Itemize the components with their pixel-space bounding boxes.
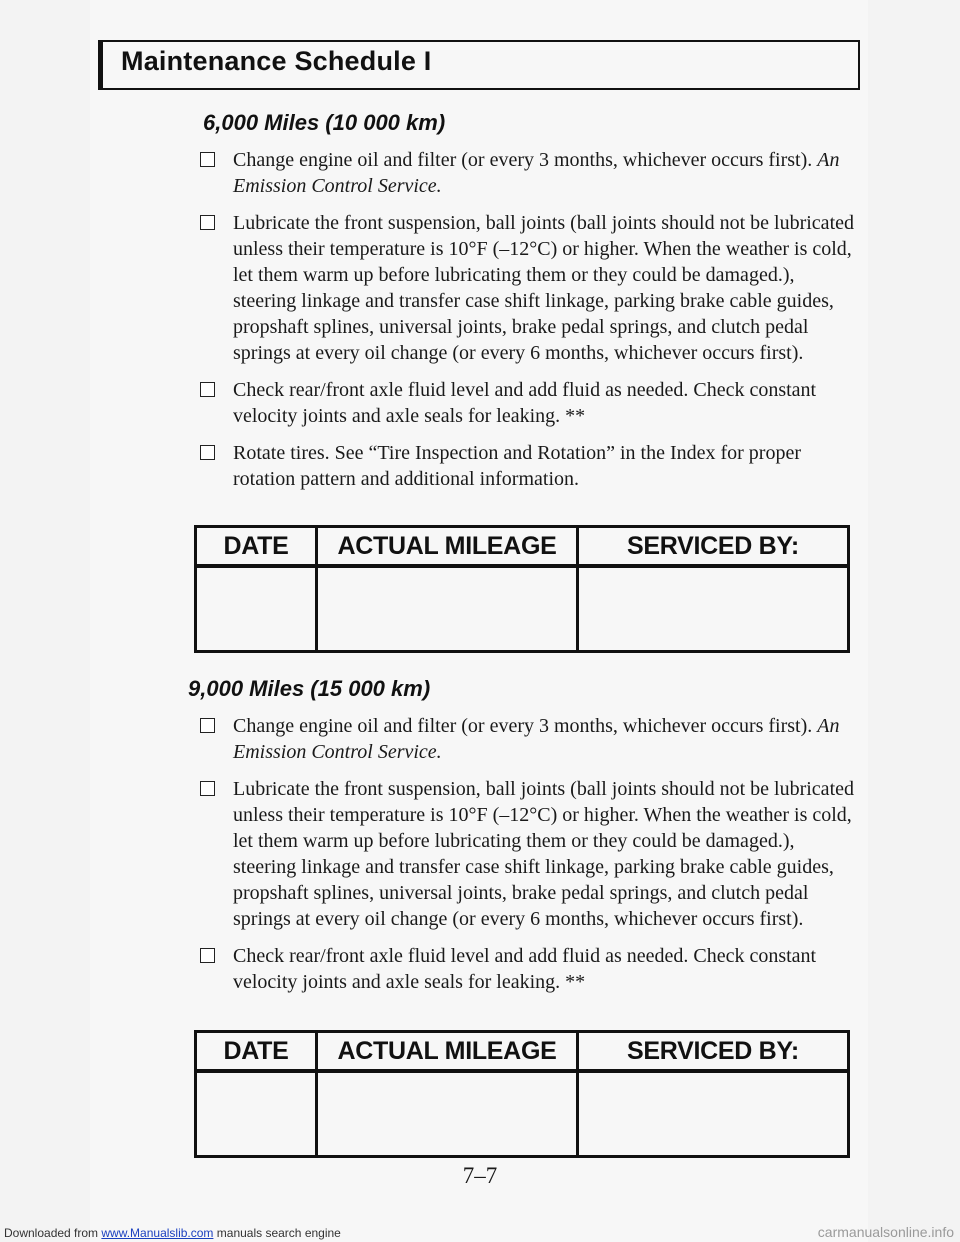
checklist-item xyxy=(200,440,860,492)
emission-control-note: An Emission Control Service. xyxy=(233,149,840,197)
checklist-item xyxy=(200,377,860,429)
emission-control-note: An Emission Control Service. xyxy=(233,715,840,763)
checkbox[interactable] xyxy=(200,781,215,796)
section-heading-6000: 6,000 Miles (10 000 km) xyxy=(203,110,446,135)
header-box xyxy=(98,40,860,90)
footer-prefix: Downloaded from xyxy=(4,1226,102,1240)
checkbox[interactable] xyxy=(200,152,215,167)
service-log-table-6000 xyxy=(194,525,850,653)
table-header-row xyxy=(196,1032,849,1072)
checklist-6000 xyxy=(200,147,860,503)
download-footer xyxy=(4,1226,341,1240)
checklist-item xyxy=(200,776,860,932)
date-cell[interactable] xyxy=(196,566,317,652)
table-header-row xyxy=(196,527,849,567)
checkbox[interactable] xyxy=(200,382,215,397)
item-text: Lubricate the front suspension, ball joints (ball joints should not be lubricated unless their temperature is 10°F (–12°C) or higher. When the weather is cold, let them warm up before lubricating them or they could be damaged.), steering linkage and transfer case shift linkage, parking brake cable guides, propshaft splines, universal joints, brake pedal springs, and clutch pedal springs at every oil change (or every 6 months, whichever occurs first). xyxy=(233,778,854,930)
item-text: Check rear/front axle fluid level and add fluid as needed. Check constant velocity joints and axle seals for leaking. ** xyxy=(233,945,817,993)
date-cell[interactable] xyxy=(196,1071,317,1157)
checklist-item xyxy=(200,713,860,765)
checklist-item xyxy=(200,210,860,366)
checklist-9000 xyxy=(200,713,860,1006)
footer-suffix: manuals search engine xyxy=(213,1226,341,1240)
serviced-by-cell[interactable] xyxy=(578,566,849,652)
service-log-table-9000 xyxy=(194,1030,850,1158)
column-header-actual-mileage: ACTUAL MILEAGE xyxy=(317,527,578,567)
item-text: Lubricate the front suspension, ball joints (ball joints should not be lubricated unless their temperature is 10°F (–12°C) or higher. When the weather is cold, let them warm up before lubricating them or they could be damaged.), steering linkage and transfer case shift linkage, parking brake cable guides, propshaft splines, universal joints, brake pedal springs, and clutch pedal springs at every oil change (or every 6 months, whichever occurs first). xyxy=(233,212,854,364)
actual-mileage-cell[interactable] xyxy=(317,1071,578,1157)
page-number: 7–7 xyxy=(462,1163,498,1188)
table-row xyxy=(196,1071,849,1157)
column-header-serviced-by: SERVICED BY: xyxy=(578,527,849,567)
item-text: Change engine oil and filter (or every 3 months, whichever occurs first). xyxy=(233,149,818,171)
table-row xyxy=(196,566,849,652)
checkbox[interactable] xyxy=(200,718,215,733)
checklist-item xyxy=(200,943,860,995)
checkbox[interactable] xyxy=(200,948,215,963)
item-text: Check rear/front axle fluid level and add fluid as needed. Check constant velocity joints and axle seals for leaking. ** xyxy=(233,379,817,427)
actual-mileage-cell[interactable] xyxy=(317,566,578,652)
checklist-item xyxy=(200,147,860,199)
serviced-by-cell[interactable] xyxy=(578,1071,849,1157)
manualslib-link[interactable]: www.Manualslib.com xyxy=(101,1226,214,1240)
column-header-date: DATE xyxy=(196,1032,317,1072)
item-text: Change engine oil and filter (or every 3 months, whichever occurs first). xyxy=(233,715,818,737)
checkbox[interactable] xyxy=(200,445,215,460)
page-title: Maintenance Schedule I xyxy=(121,46,432,76)
watermark: carmanualsonline.info xyxy=(817,1224,954,1240)
item-text: Rotate tires. See “Tire Inspection and Rotation” in the Index for proper rotation pattern and additional information. xyxy=(233,442,801,490)
column-header-date: DATE xyxy=(196,527,317,567)
column-header-serviced-by: SERVICED BY: xyxy=(578,1032,849,1072)
column-header-actual-mileage: ACTUAL MILEAGE xyxy=(317,1032,578,1072)
section-heading-9000: 9,000 Miles (15 000 km) xyxy=(188,676,431,701)
checkbox[interactable] xyxy=(200,215,215,230)
